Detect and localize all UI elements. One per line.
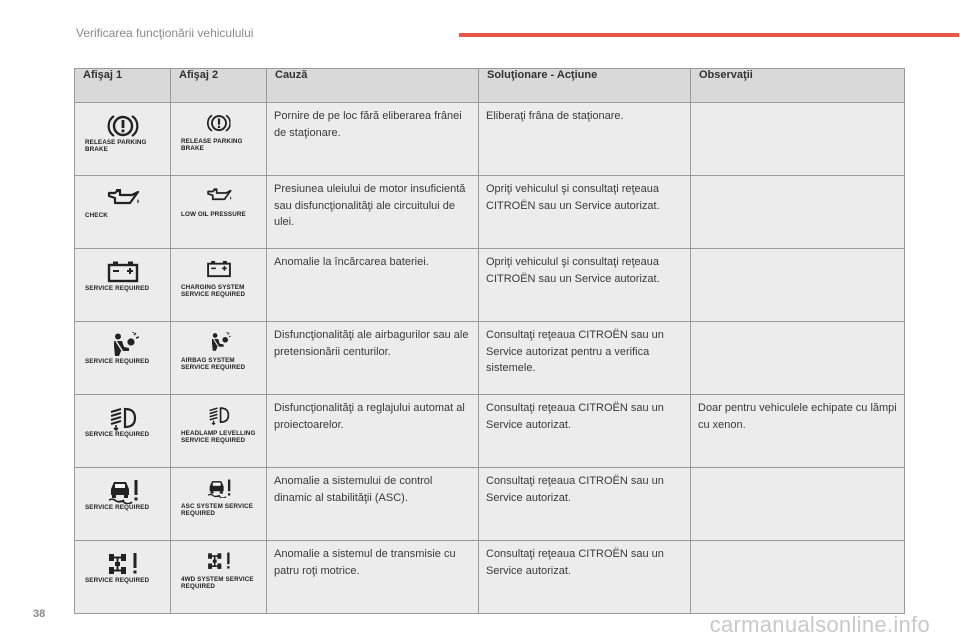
- action-cell: Eliberaţi frâna de staţionare.: [479, 103, 691, 176]
- note-cell: [691, 541, 905, 614]
- column-header: Cauză: [267, 69, 479, 103]
- display-caption: SERVICE REQUIRED: [85, 431, 150, 438]
- icon-cell: [171, 322, 267, 395]
- icon-cell: [75, 103, 171, 176]
- table-row: [75, 322, 905, 395]
- action-cell: Consultaţi reţeaua CITROËN sau un Service autorizat.: [479, 395, 691, 468]
- table-row: [75, 541, 905, 614]
- display-caption: AIRBAG SYSTEM SERVICE REQUIRED: [181, 357, 246, 371]
- icon-cell: [75, 249, 171, 322]
- column-header: Afişaj 2: [171, 69, 267, 103]
- display-caption: ASC SYSTEM SERVICE REQUIRED: [181, 503, 254, 517]
- note-cell: [691, 249, 905, 322]
- display-caption: RELEASE PARKING BRAKE: [85, 139, 147, 153]
- note-cell: [691, 468, 905, 541]
- icon-cell: [75, 395, 171, 468]
- table-row: [75, 395, 905, 468]
- action-cell: Consultaţi reţeaua CITROËN sau un Service autorizat pentru a verifica sistemele.: [479, 322, 691, 395]
- icon-cell: [171, 541, 267, 614]
- icon-cell: [75, 468, 171, 541]
- note-cell: [691, 176, 905, 249]
- column-header: Afişaj 1: [75, 69, 171, 103]
- table-row: [75, 249, 905, 322]
- display-caption: SERVICE REQUIRED: [85, 358, 150, 365]
- table-row: [75, 468, 905, 541]
- column-header: Observaţii: [691, 69, 905, 103]
- warning-lights-table: [74, 68, 905, 614]
- note-cell: Doar pentru vehiculele echipate cu lămpi cu xenon.: [691, 395, 905, 468]
- cause-cell: Anomalie la încărcarea bateriei.: [267, 249, 479, 322]
- icon-cell: [171, 176, 267, 249]
- cause-cell: Presiunea uleiului de motor insuficientă sau disfuncţionalităţi ale circuitului de ulei.: [267, 176, 479, 249]
- icon-cell: [171, 103, 267, 176]
- action-cell: Consultaţi reţeaua CITROËN sau un Service autorizat.: [479, 468, 691, 541]
- action-cell: Consultaţi reţeaua CITROËN sau un Service autorizat.: [479, 541, 691, 614]
- display-caption: RELEASE PARKING BRAKE: [181, 138, 243, 152]
- display-caption: SERVICE REQUIRED: [85, 285, 150, 292]
- display-caption: SERVICE REQUIRED: [85, 504, 150, 511]
- watermark: carmanualsonline.info: [709, 612, 930, 637]
- note-cell: [691, 322, 905, 395]
- icon-cell: [75, 541, 171, 614]
- icon-cell: [75, 322, 171, 395]
- table-row: [75, 176, 905, 249]
- header-accent-bar: [459, 33, 959, 37]
- display-caption: CHECK: [85, 212, 108, 219]
- icon-cell: [171, 249, 267, 322]
- display-caption: LOW OIL PRESSURE: [181, 211, 246, 218]
- table-row: [75, 103, 905, 176]
- display-caption: HEADLAMP LEVELLING SERVICE REQUIRED: [181, 430, 256, 444]
- icon-cell: [171, 395, 267, 468]
- table-header-row: [75, 69, 905, 103]
- page-header-title: Verificarea funcţionării vehiculului: [76, 26, 254, 40]
- page-number: 38: [33, 608, 46, 620]
- column-header: Soluţionare - Acţiune: [479, 69, 691, 103]
- display-caption: CHARGING SYSTEM SERVICE REQUIRED: [181, 284, 246, 298]
- display-caption: SERVICE REQUIRED: [85, 577, 150, 584]
- cause-cell: Disfuncţionalităţi ale airbagurilor sau ale pretensionării centurilor.: [267, 322, 479, 395]
- action-cell: Opriţi vehiculul şi consultaţi reţeaua CITROËN sau un Service autorizat.: [479, 249, 691, 322]
- cause-cell: Pornire de pe loc fără eliberarea frânei de staţionare.: [267, 103, 479, 176]
- cause-cell: Anomalie a sistemul de transmisie cu patru roţi motrice.: [267, 541, 479, 614]
- action-cell: Opriţi vehiculul şi consultaţi reţeaua CITROËN sau un Service autorizat.: [479, 176, 691, 249]
- note-cell: [691, 103, 905, 176]
- icon-cell: [171, 468, 267, 541]
- display-caption: 4WD SYSTEM SERVICE REQUIRED: [181, 576, 254, 590]
- cause-cell: Disfuncţionalităţi a reglajului automat al proiectoarelor.: [267, 395, 479, 468]
- icon-cell: [75, 176, 171, 249]
- cause-cell: Anomalie a sistemului de control dinamic al stabilităţii (ASC).: [267, 468, 479, 541]
